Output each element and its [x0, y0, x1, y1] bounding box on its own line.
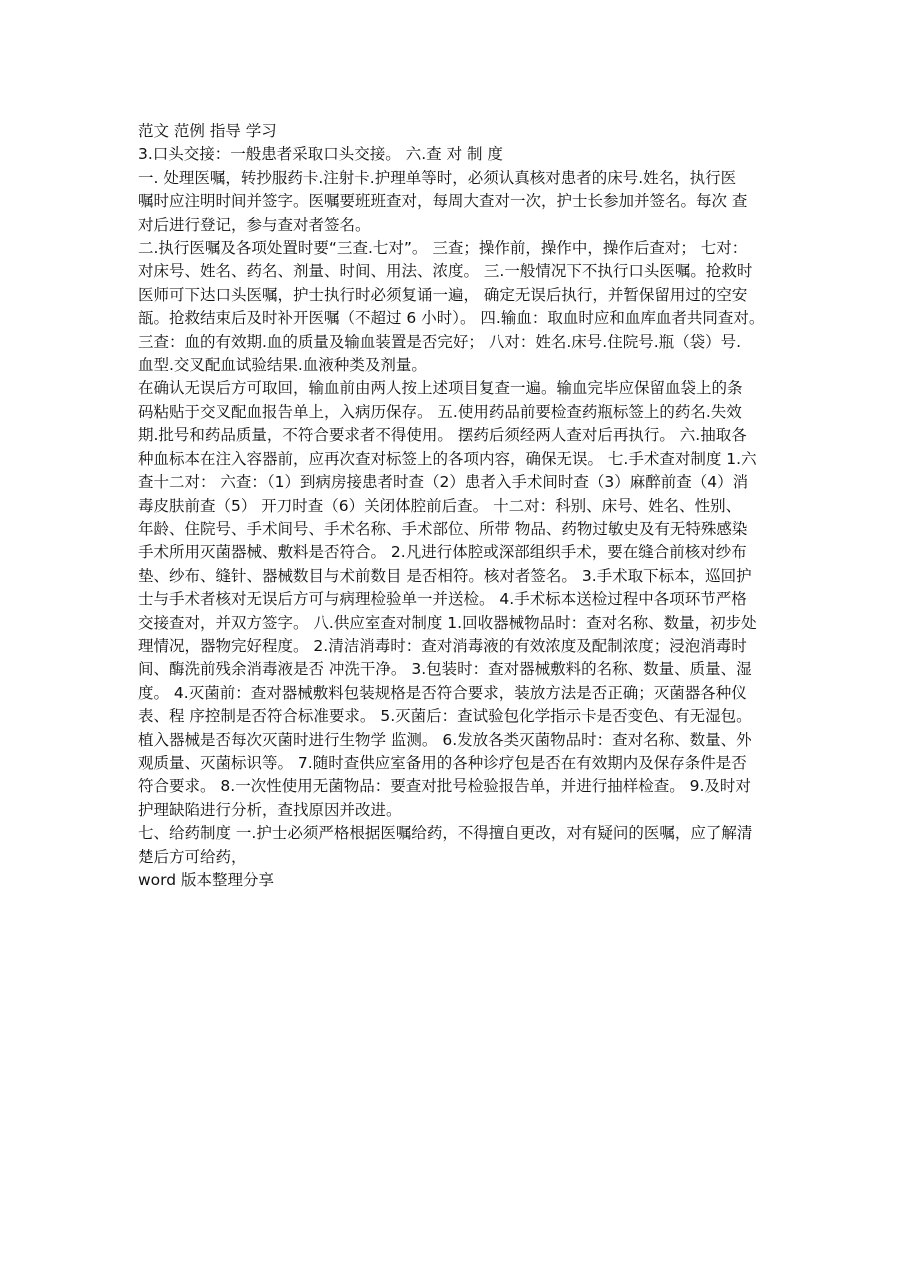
page-header-text: 范文 范例 指导 学习 [138, 122, 277, 140]
text-line: 七、给药制度 一.护士必须严格根据医嘱给药，不得擅自更改，对有疑问的医嘱，应了解清 [138, 824, 753, 843]
text-line: 植入器械是否每次灭菌时进行生物学 监测。 6.发放各类灭菌物品时：查对名称、数量、外 [138, 730, 752, 749]
text-line: 护理缺陷进行分析，查找原因并改进。 [138, 800, 402, 819]
text-line: 在确认无误后方可取回，输血前由两人按上述项目复查一遍。输血完毕应保留血袋上的条 [138, 379, 743, 398]
text-line: 毒皮肤前查（5） 开刀时查（6）关闭体腔前后查。 十二对：科别、床号、姓名、性别、 [138, 496, 742, 515]
text-line: 士与手术者核对无误后方可与病理检验单一并送检。 4.手术标本送检过程中各项环节严格 [138, 590, 747, 609]
text-line: 理情况，器物完好程度。 2.清洁消毒时：查对消毒液的有效浓度及配制浓度；浸泡消毒时 [138, 636, 747, 655]
text-line: 医师可下达口头医嘱，护士执行时必须复诵一遍， 确定无误后执行，并暂保留用过的空安 [138, 285, 748, 304]
text-line: 年龄、住院号、手术间号、手术名称、手术部位、所带 物品、药物过敏史及有无特殊感染 [138, 519, 748, 538]
text-line: 瓿。抢救结束后及时补开医嘱（不超过 6 小时）。 四.输血：取血时应和血库血者共同查对。 [138, 309, 765, 328]
text-line: 种血标本在注入容器前，应再次查对标签上的各项内容，确保无误。 七.手术查对制度 1.六 [138, 449, 757, 468]
text-line: 三查：血的有效期.血的质量及输血装置是否完好； 八对：姓名.床号.住院号.瓶（袋）号. [138, 332, 742, 351]
text-line: 血型.交叉配血试验结果.血液种类及剂量。 [138, 356, 427, 375]
text-line: 间、酶洗前残余消毒液是否 冲洗干净。 3.包装时：查对器械敷料的名称、数量、质量、湿 [138, 660, 752, 679]
text-line: 查十二对： 六查：（1）到病房接患者时查（2）患者入手术间时查（3）麻醉前查（4）消 [138, 473, 749, 492]
text-line: 对床号、姓名、药名、剂量、时间、用法、浓度。 三.一般情况下不执行口头医嘱。抢救时 [138, 262, 753, 281]
text-line: 码粘贴于交叉配血报告单上，入病历保存。 五.使用药品前要检查药瓶标签上的药名.失效 [138, 402, 742, 421]
text-line: 嘱时应注明时间并签字。医嘱要班班查对，每周大查对一次，护士长参加并签名。每次 查 [138, 192, 748, 211]
text-line: 交接查对，并双方签字。 八.供应室查对制度 1.回收器械物品时：查对名称、数量，初步处 [138, 613, 757, 632]
text-line: 符合要求。 8.一次性使用无菌物品：要查对批号检验报告单，并进行抽样检查。 9.及时对 [138, 777, 751, 796]
text-line: 垫、纱布、缝针、器械数目与术前数目 是否相符。核对者签名。 3.手术取下标本，巡回护 [138, 566, 752, 585]
text-line: 表、程 序控制是否符合标准要求。 5.灭菌后：查试验包化学指示卡是否变色、有无湿包。 [138, 707, 752, 726]
text-line: 楚后方可给药， [138, 847, 247, 866]
text-line: 观质量、灭菌标识等。 7.随时查供应室备用的各种诊疗包是否在有效期内及保存条件是否 [138, 753, 747, 772]
document-body [138, 120, 784, 892]
page-footer-text: word 版本整理分享 [138, 871, 275, 889]
text-line: 度。 4.灭菌前：查对器械敷料包装规格是否符合要求，装放方法是否正确；灭菌器各种仪 [138, 683, 747, 702]
text-line: 一. 处理医嘱，转抄服药卡.注射卡.护理单等时，必须认真核对患者的床号.姓名，执行医 [138, 168, 737, 187]
text-line: 期.批号和药品质量，不符合要求者不得使用。 摆药后须经两人查对后再执行。 六.抽取各 [138, 426, 747, 445]
text-line: 手术所用灭菌器械、敷料是否符合。 2.凡进行体腔或深部组织手术，要在缝合前核对纱布 [138, 543, 747, 562]
text-line: 二.执行医嘱及各项处置时要“三查.七对”。 三查；操作前，操作中，操作后查对； 七对： [138, 239, 748, 258]
text-line: 对后进行登记，参与查对者签名。 [138, 215, 371, 234]
text-line: 3.口头交接：一般患者采取口头交接。 六.查 对 制 度 [138, 145, 503, 164]
